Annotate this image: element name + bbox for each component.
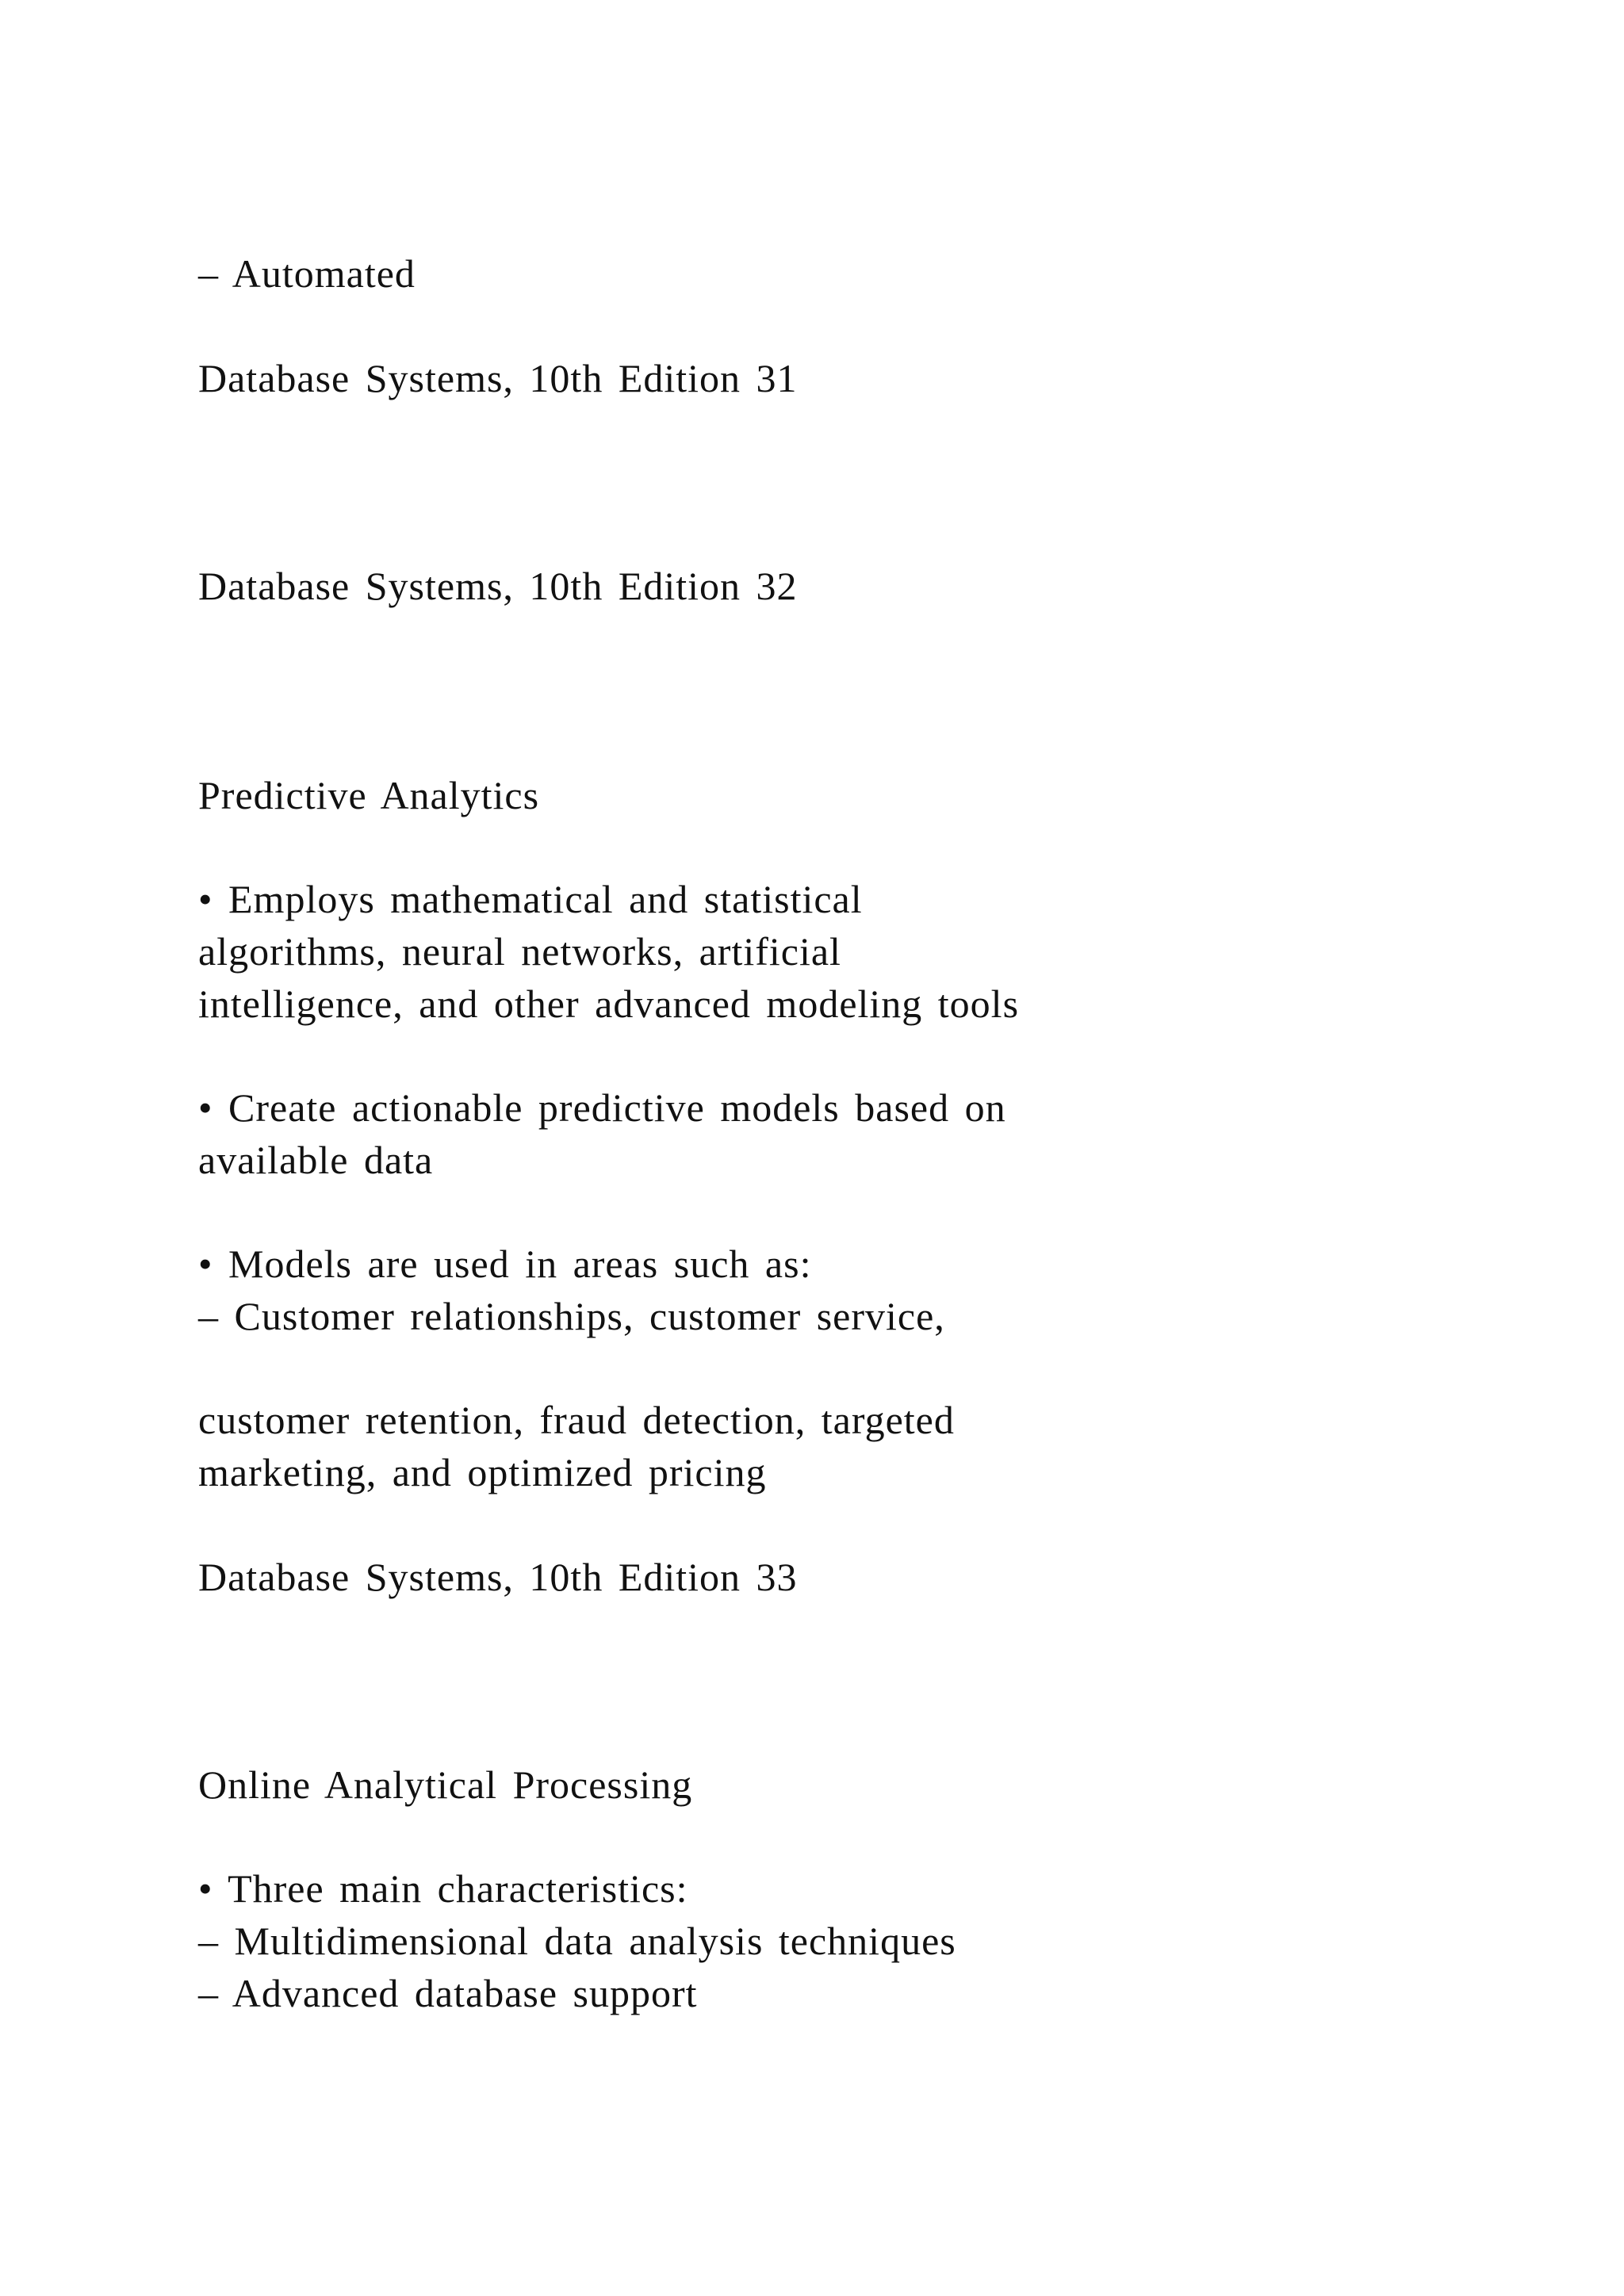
sub-bullet-item: – Advanced database support (198, 1971, 698, 2015)
bullet-item: • Three main characteristics: (198, 1866, 688, 1911)
page-footer: Database Systems, 10th Edition 31 (198, 356, 798, 400)
bullet-item: • Models are used in areas such as: (198, 1242, 812, 1286)
section-heading: Predictive Analytics (198, 773, 540, 817)
text-line: algorithms, neural networks, artificial (198, 929, 841, 974)
sub-bullet-item: – Customer relationships, customer service, (198, 1294, 945, 1338)
sub-bullet-item: – Multidimensional data analysis techniques (198, 1919, 956, 1963)
page-footer: Database Systems, 10th Edition 33 (198, 1555, 798, 1599)
text-line: marketing, and optimized pricing (198, 1450, 767, 1494)
bullet-item: • Create actionable predictive models based on (198, 1085, 1006, 1130)
text-line: – Automated (198, 251, 416, 296)
text-line: intelligence, and other advanced modeling tools (198, 982, 1020, 1026)
text-line: customer retention, fraud detection, targeted (198, 1398, 955, 1442)
section-heading: Online Analytical Processing (198, 1762, 693, 1807)
text-line: available data (198, 1138, 434, 1182)
page-footer: Database Systems, 10th Edition 32 (198, 564, 798, 608)
bullet-item: • Employs mathematical and statistical (198, 877, 863, 921)
